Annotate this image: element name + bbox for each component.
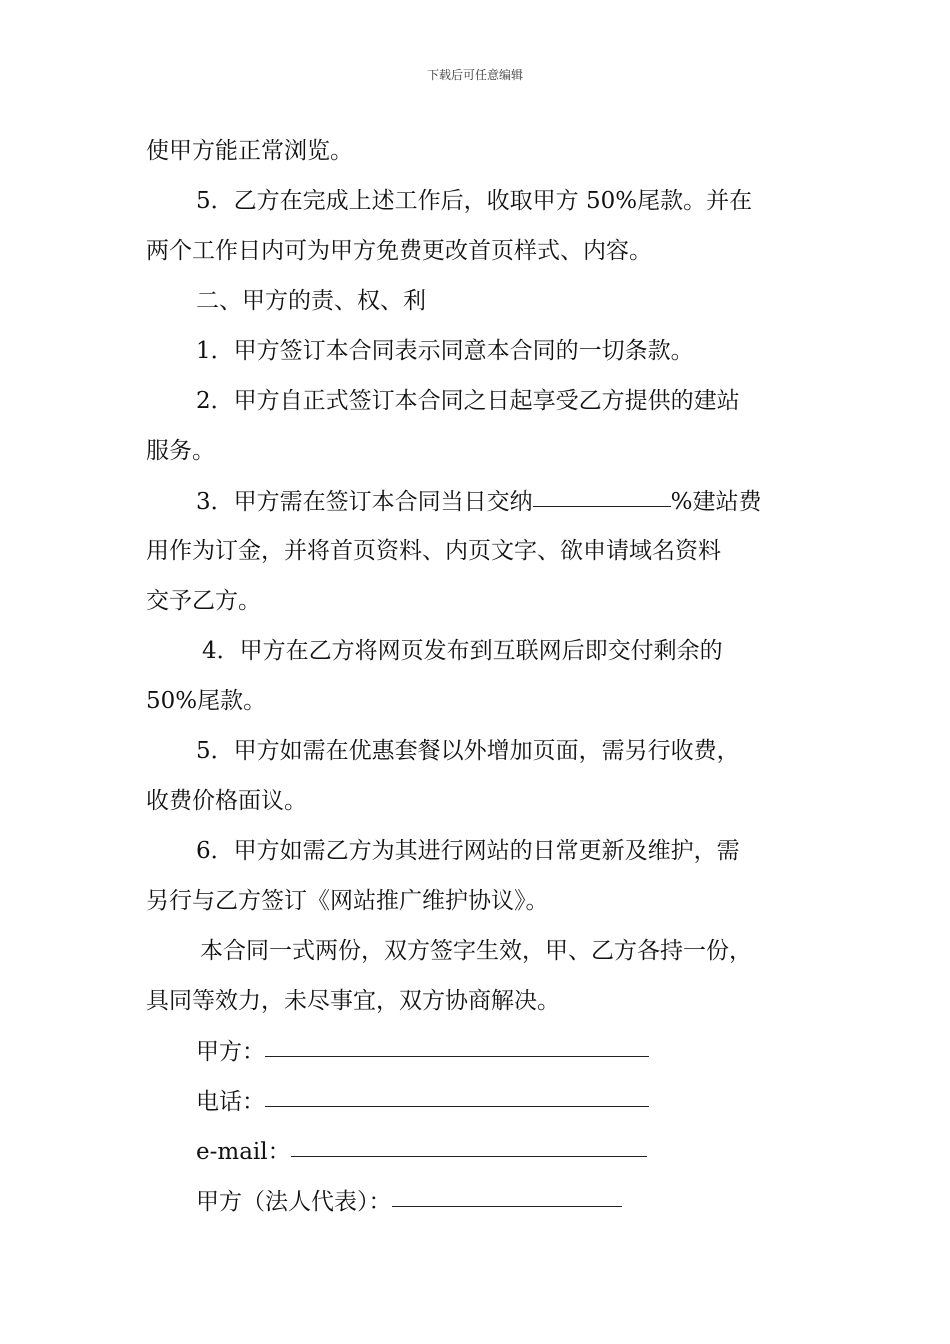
- paragraph-line: 50%尾款。: [146, 688, 267, 714]
- paragraph-line: 另行与乙方签订《网站推广维护协议》。: [146, 888, 549, 914]
- signature-phone: [196, 1086, 649, 1117]
- paragraph-line: 用作为订金，并将首页资料、内页文字、欲申请域名资料: [146, 538, 721, 564]
- signature-label: e-mail：: [196, 1139, 291, 1165]
- paragraph-line: 使甲方能正常浏览。: [146, 138, 353, 164]
- paragraph-line: 具同等效力，未尽事宜，双方协商解决。: [146, 988, 560, 1014]
- signature-party-a: [196, 1036, 649, 1067]
- fill-in-blank[interactable]: [533, 484, 671, 507]
- paragraph-line: 1．甲方签订本合同表示同意本合同的一切条款。: [196, 338, 694, 364]
- signature-label: 甲方：: [196, 1039, 265, 1065]
- paragraph-line: 两个工作日内可为甲方免费更改首页样式、内容。: [146, 238, 652, 264]
- phone-blank[interactable]: [265, 1084, 649, 1107]
- legal-rep-blank[interactable]: [392, 1184, 622, 1207]
- paragraph-line: 5．甲方如需在优惠套餐以外增加页面，需另行收费，: [196, 738, 740, 764]
- paragraph-line: 4．甲方在乙方将网页发布到互联网后即交付剩余的: [202, 638, 723, 664]
- paragraph-line: 服务。: [146, 438, 215, 464]
- paragraph-text: 3．甲方需在签订本合同当日交纳: [196, 489, 533, 515]
- paragraph-line: 5．乙方在完成上述工作后，收取甲方 50%尾款。并在: [196, 188, 753, 214]
- paragraph-line: 2．甲方自正式签订本合同之日起享受乙方提供的建站: [196, 388, 740, 414]
- paragraph-line-with-blank: [196, 486, 762, 517]
- paragraph-text: %建站费: [670, 489, 762, 515]
- paragraph-line: 收费价格面议。: [146, 788, 307, 814]
- party-a-blank[interactable]: [265, 1034, 649, 1057]
- signature-label: 甲方（法人代表）：: [196, 1189, 392, 1215]
- signature-legal-rep: [196, 1186, 622, 1217]
- paragraph-line: 交予乙方。: [146, 588, 261, 614]
- signature-label: 电话：: [196, 1089, 265, 1115]
- page-header-note: 下载后可任意编辑: [426, 68, 523, 82]
- paragraph-line: 6．甲方如需乙方为其进行网站的日常更新及维护，需: [196, 838, 740, 864]
- signature-email: [196, 1136, 647, 1167]
- section-heading: 二、甲方的责、权、利: [196, 288, 426, 314]
- paragraph-line: 本合同一式两份，双方签字生效，甲、乙方各持一份，: [200, 938, 752, 964]
- email-blank[interactable]: [291, 1134, 647, 1157]
